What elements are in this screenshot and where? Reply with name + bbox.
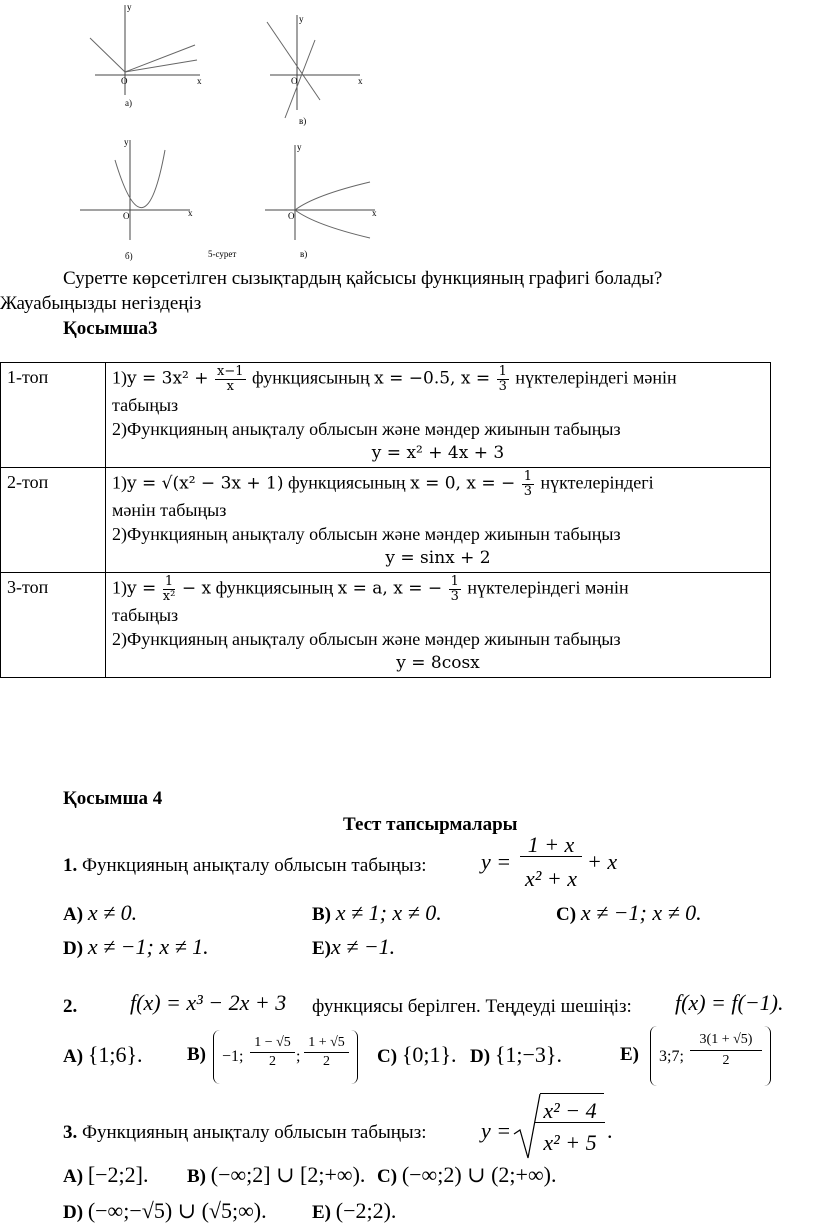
q2-number: 2. xyxy=(63,996,78,1017)
svg-text:x: x xyxy=(358,76,363,86)
graph-v2-label: в) xyxy=(300,249,308,259)
q3-option-c[interactable]: C) (−∞;2) ∪ (2;+∞). xyxy=(377,1162,557,1187)
q2-equation: f(x) = f(−1). xyxy=(675,990,784,1015)
svg-text:O: O xyxy=(288,211,295,221)
q2-e-brace-right xyxy=(764,1026,771,1086)
q1-option-c[interactable]: C) x ≠ −1; x ≠ 0. xyxy=(556,900,702,925)
q2-b-brace-left xyxy=(213,1030,220,1084)
q2-option-c[interactable]: C) {0;1}. xyxy=(377,1042,457,1067)
graph-a-label: а) xyxy=(125,98,132,108)
svg-text:y: y xyxy=(127,2,132,12)
svg-text:O: O xyxy=(291,76,298,86)
appendix4-title: Қосымша 4 xyxy=(63,788,163,809)
groups-table xyxy=(0,362,771,678)
q1-option-a[interactable]: A) x ≠ 0. xyxy=(63,900,138,925)
q1-text: 1. Функцияның анықталу облысын табыңыз: xyxy=(63,855,427,876)
q2-text: функциясы берілген. Теңдеуді шешіңіз: xyxy=(312,996,632,1017)
graph-v2 xyxy=(265,142,377,259)
svg-text:x: x xyxy=(188,208,193,218)
q3-option-d[interactable]: D) (−∞;−√5) ∪ (√5;∞). xyxy=(63,1198,267,1223)
q1-option-d[interactable]: D) x ≠ −1; x ≠ 1. xyxy=(63,934,209,959)
svg-text:y: y xyxy=(299,14,304,24)
q1-option-b[interactable]: B) x ≠ 1; x ≠ 0. xyxy=(312,900,442,925)
q1-lhs: y = xyxy=(481,849,512,874)
q3-numerator: x² − 4 xyxy=(535,1100,605,1123)
q1-numerator: 1 + x xyxy=(520,834,582,857)
task-cell: 1)y = $\frac{1}{\text{x²}}$ − x функциясының x = a, x = − $\frac{1}{3}$ нүктелеріндегі мәнін табыңыз 2)Функцияның анықталу облысын және мәндер жиынын табыңыз y = 8cosx xyxy=(106,573,771,678)
q3-lhs: y = xyxy=(481,1118,512,1143)
question-line-2: Жауабыңызды негіздеңіз xyxy=(0,293,202,314)
q3-option-e[interactable]: E) (−2;2). xyxy=(312,1198,397,1223)
table-row xyxy=(1,363,771,468)
task-function: y = x² + 4x + 3 xyxy=(371,443,505,463)
graph-b-label: б) xyxy=(125,251,133,261)
q2-b-pre: −1; xyxy=(222,1048,244,1065)
table-row xyxy=(1,573,771,678)
q2-option-d[interactable]: D) {1;−3}. xyxy=(470,1042,562,1067)
question-line-1: Суретте көрсетілген сызықтардың қайсысы функцияның графигі болады? xyxy=(63,268,663,289)
q3-text: 3. Функцияның анықталу облысын табыңыз: xyxy=(63,1122,427,1143)
q2-option-e[interactable]: E) xyxy=(620,1044,639,1065)
q1-tail: + x xyxy=(587,849,618,874)
q3-radical-bar xyxy=(540,1093,604,1094)
group-cell: 1-топ xyxy=(1,363,106,468)
graph-a xyxy=(90,2,202,108)
group-cell: 3-топ xyxy=(1,573,106,678)
q2-option-b[interactable]: B) xyxy=(187,1044,206,1065)
q2-b-frac2: 1 + √5 2 xyxy=(304,1034,349,1071)
svg-text:y: y xyxy=(124,137,129,147)
q1-denominator: x² + x xyxy=(525,866,577,891)
q3-denominator: x² + 5 xyxy=(543,1130,597,1155)
q2-e-brace-left xyxy=(650,1026,657,1086)
q2-e-pre: 3;7; xyxy=(659,1048,684,1065)
q2-e-frac: 3(1 + √5) 2 xyxy=(690,1030,762,1071)
graph-v-label: в) xyxy=(299,116,307,126)
q2-b-frac1: 1 − √5 2 xyxy=(250,1034,295,1071)
q3-end: . xyxy=(607,1118,613,1143)
q1-option-e[interactable]: E)x ≠ −1. xyxy=(312,934,396,959)
task-function: y = 8cosx xyxy=(396,653,480,673)
q2-b-sep: ; xyxy=(296,1048,301,1065)
figure-graphs xyxy=(75,0,475,262)
group-cell: 2-топ xyxy=(1,468,106,573)
q3-option-a[interactable]: A) [−2;2]. xyxy=(63,1162,149,1187)
svg-text:O: O xyxy=(123,211,130,221)
svg-text:y: y xyxy=(297,142,302,152)
appendix3-title: Қосымша3 xyxy=(63,318,158,339)
q2-b-brace-right xyxy=(351,1030,358,1084)
figure-caption: 5-сурет xyxy=(208,249,237,259)
task-function: y = sinx + 2 xyxy=(385,548,491,568)
svg-text:O: O xyxy=(121,76,128,86)
appendix4-subtitle: Тест тапсырмалары xyxy=(343,814,518,835)
q2-function: f(x) = x³ − 2x + 3 xyxy=(130,990,287,1015)
svg-text:x: x xyxy=(197,76,202,86)
table-row xyxy=(1,468,771,573)
task-cell: 1)y = √(x² − 3x + 1) функциясының x = 0, x = − $\frac{1}{3}$ нүктелеріндегі мәнін табыңыз 2)Функцияның анықталу облысын және мәндер жиынын табыңыз y = sinx + 2 xyxy=(106,468,771,573)
svg-text:x: x xyxy=(372,208,377,218)
q2-option-a[interactable]: A) {1;6}. xyxy=(63,1042,143,1067)
task-cell: 1)y = 3x² + $\frac{x-1}{x}$ функциясының x = −0.5, x = $\frac{1}{3}$ нүктелеріндегі мәнін табыңыз 2)Функцияның анықталу облысын және мәндер жиынын табыңыз y = x² + 4x + 3 xyxy=(106,363,771,468)
graph-b xyxy=(80,137,236,261)
q3-option-b[interactable]: B) (−∞;2] ∪ [2;+∞). xyxy=(187,1162,366,1187)
graph-v xyxy=(267,14,363,126)
